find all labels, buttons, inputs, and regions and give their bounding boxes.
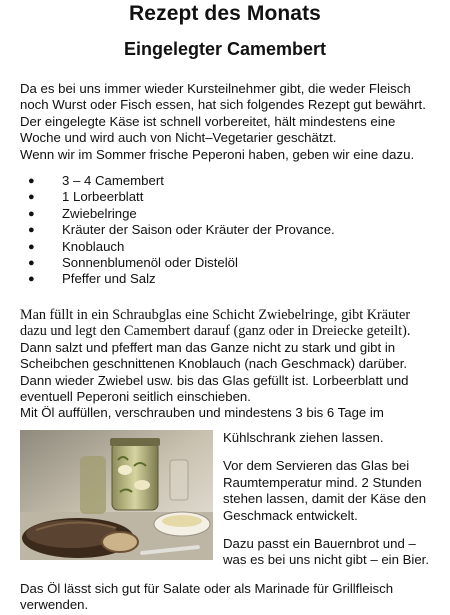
- ingredient-label: Knoblauch: [62, 238, 125, 254]
- serve-line: Geschmack entwickelt.: [223, 507, 358, 523]
- pairing-line: was es bei uns nicht gibt – ein Bier.: [223, 552, 429, 568]
- intro-line: Der eingelegte Käse ist schnell vorbereitet, hält mindestens eine: [20, 113, 396, 129]
- ingredient-label: Pfeffer und Salz: [62, 271, 156, 287]
- intro-line: Da es bei uns immer wieder Kursteilnehmer gibt, die weder Fleisch: [20, 81, 411, 96]
- ingredient-label: Zwiebelringe: [62, 205, 137, 221]
- ingredient-item: [22, 206, 335, 222]
- ingredient-label: Kräuter der Saison oder Kräuter der Provance.: [62, 222, 335, 238]
- method-line: eventuell Peperoni seitlich einschieben.: [20, 389, 251, 405]
- method-line: Scheibchen geschnittenen Knoblauch (nach Geschmack) darüber.: [20, 356, 408, 372]
- bullet-icon: ●: [28, 257, 35, 270]
- ingredient-item: [22, 173, 335, 189]
- serve-line: Raumtemperatur mind. 2 Stunden: [223, 474, 422, 490]
- bullet-icon: ●: [28, 240, 35, 253]
- method-line: Mit Öl auffüllen, verschrauben und mindestens 3 bis 6 Tage im: [20, 405, 384, 421]
- method-line: Dann wieder Zwiebel usw. bis das Glas gefüllt ist. Lorbeerblatt und: [20, 372, 409, 388]
- ingredient-label: Sonnenblumenöl oder Distelöl: [62, 255, 238, 271]
- footer-line: Das Öl lässt sich gut für Salate oder als Marinade für Grillfleisch: [20, 581, 394, 596]
- footer-line: verwenden.: [20, 597, 89, 613]
- photo-illustration: [20, 430, 213, 560]
- method-line: dazu und legt den Camembert darauf (ganz oder in Dreiecke geteilt).: [20, 323, 411, 340]
- serve-line: stehen lassen, damit der Käse den: [223, 491, 427, 507]
- footer-paragraph: [20, 581, 448, 614]
- method-paragraph: [20, 307, 448, 422]
- fridge-note: Kühlschrank ziehen lassen.: [223, 430, 384, 445]
- ingredient-item: [22, 239, 335, 255]
- method-line: Man füllt in ein Schraubglas eine Schicht Zwiebelringe, gibt Kräuter: [20, 307, 411, 323]
- ingredient-item: [22, 255, 335, 271]
- ingredient-item: [22, 271, 335, 287]
- intro-line: Wenn wir im Sommer frische Peperoni haben, geben wir eine dazu.: [20, 146, 415, 162]
- recipe-photo: [20, 430, 213, 560]
- ingredient-label: 1 Lorbeerblatt: [62, 189, 144, 205]
- intro-paragraph: [20, 81, 448, 163]
- bullet-icon: ●: [28, 191, 35, 204]
- page-title: Rezept des Monats: [129, 2, 321, 25]
- intro-line: Woche und wird auch von Nicht–Vegetarier geschätzt.: [20, 130, 337, 146]
- ingredient-item: [22, 222, 335, 238]
- bullet-icon: ●: [28, 224, 35, 237]
- serving-notes: [223, 430, 445, 569]
- bullet-icon: ●: [28, 273, 35, 286]
- intro-line: noch Wurst oder Fisch essen, hat sich folgendes Rezept gut bewährt.: [20, 97, 426, 113]
- bullet-icon: ●: [28, 207, 35, 220]
- bullet-icon: ●: [28, 175, 35, 187]
- pairing-line: Dazu passt ein Bauernbrot und –: [223, 536, 416, 552]
- ingredient-item: [22, 189, 335, 205]
- serve-line: Vor dem Servieren das Glas bei: [223, 458, 410, 474]
- ingredient-label: 3 – 4 Camembert: [62, 173, 164, 188]
- recipe-title: Eingelegter Camembert: [123, 39, 327, 59]
- ingredient-list: [22, 173, 335, 288]
- method-line: Dann salzt und pfeffert man das Ganze nicht zu stark und gibt in: [20, 339, 396, 355]
